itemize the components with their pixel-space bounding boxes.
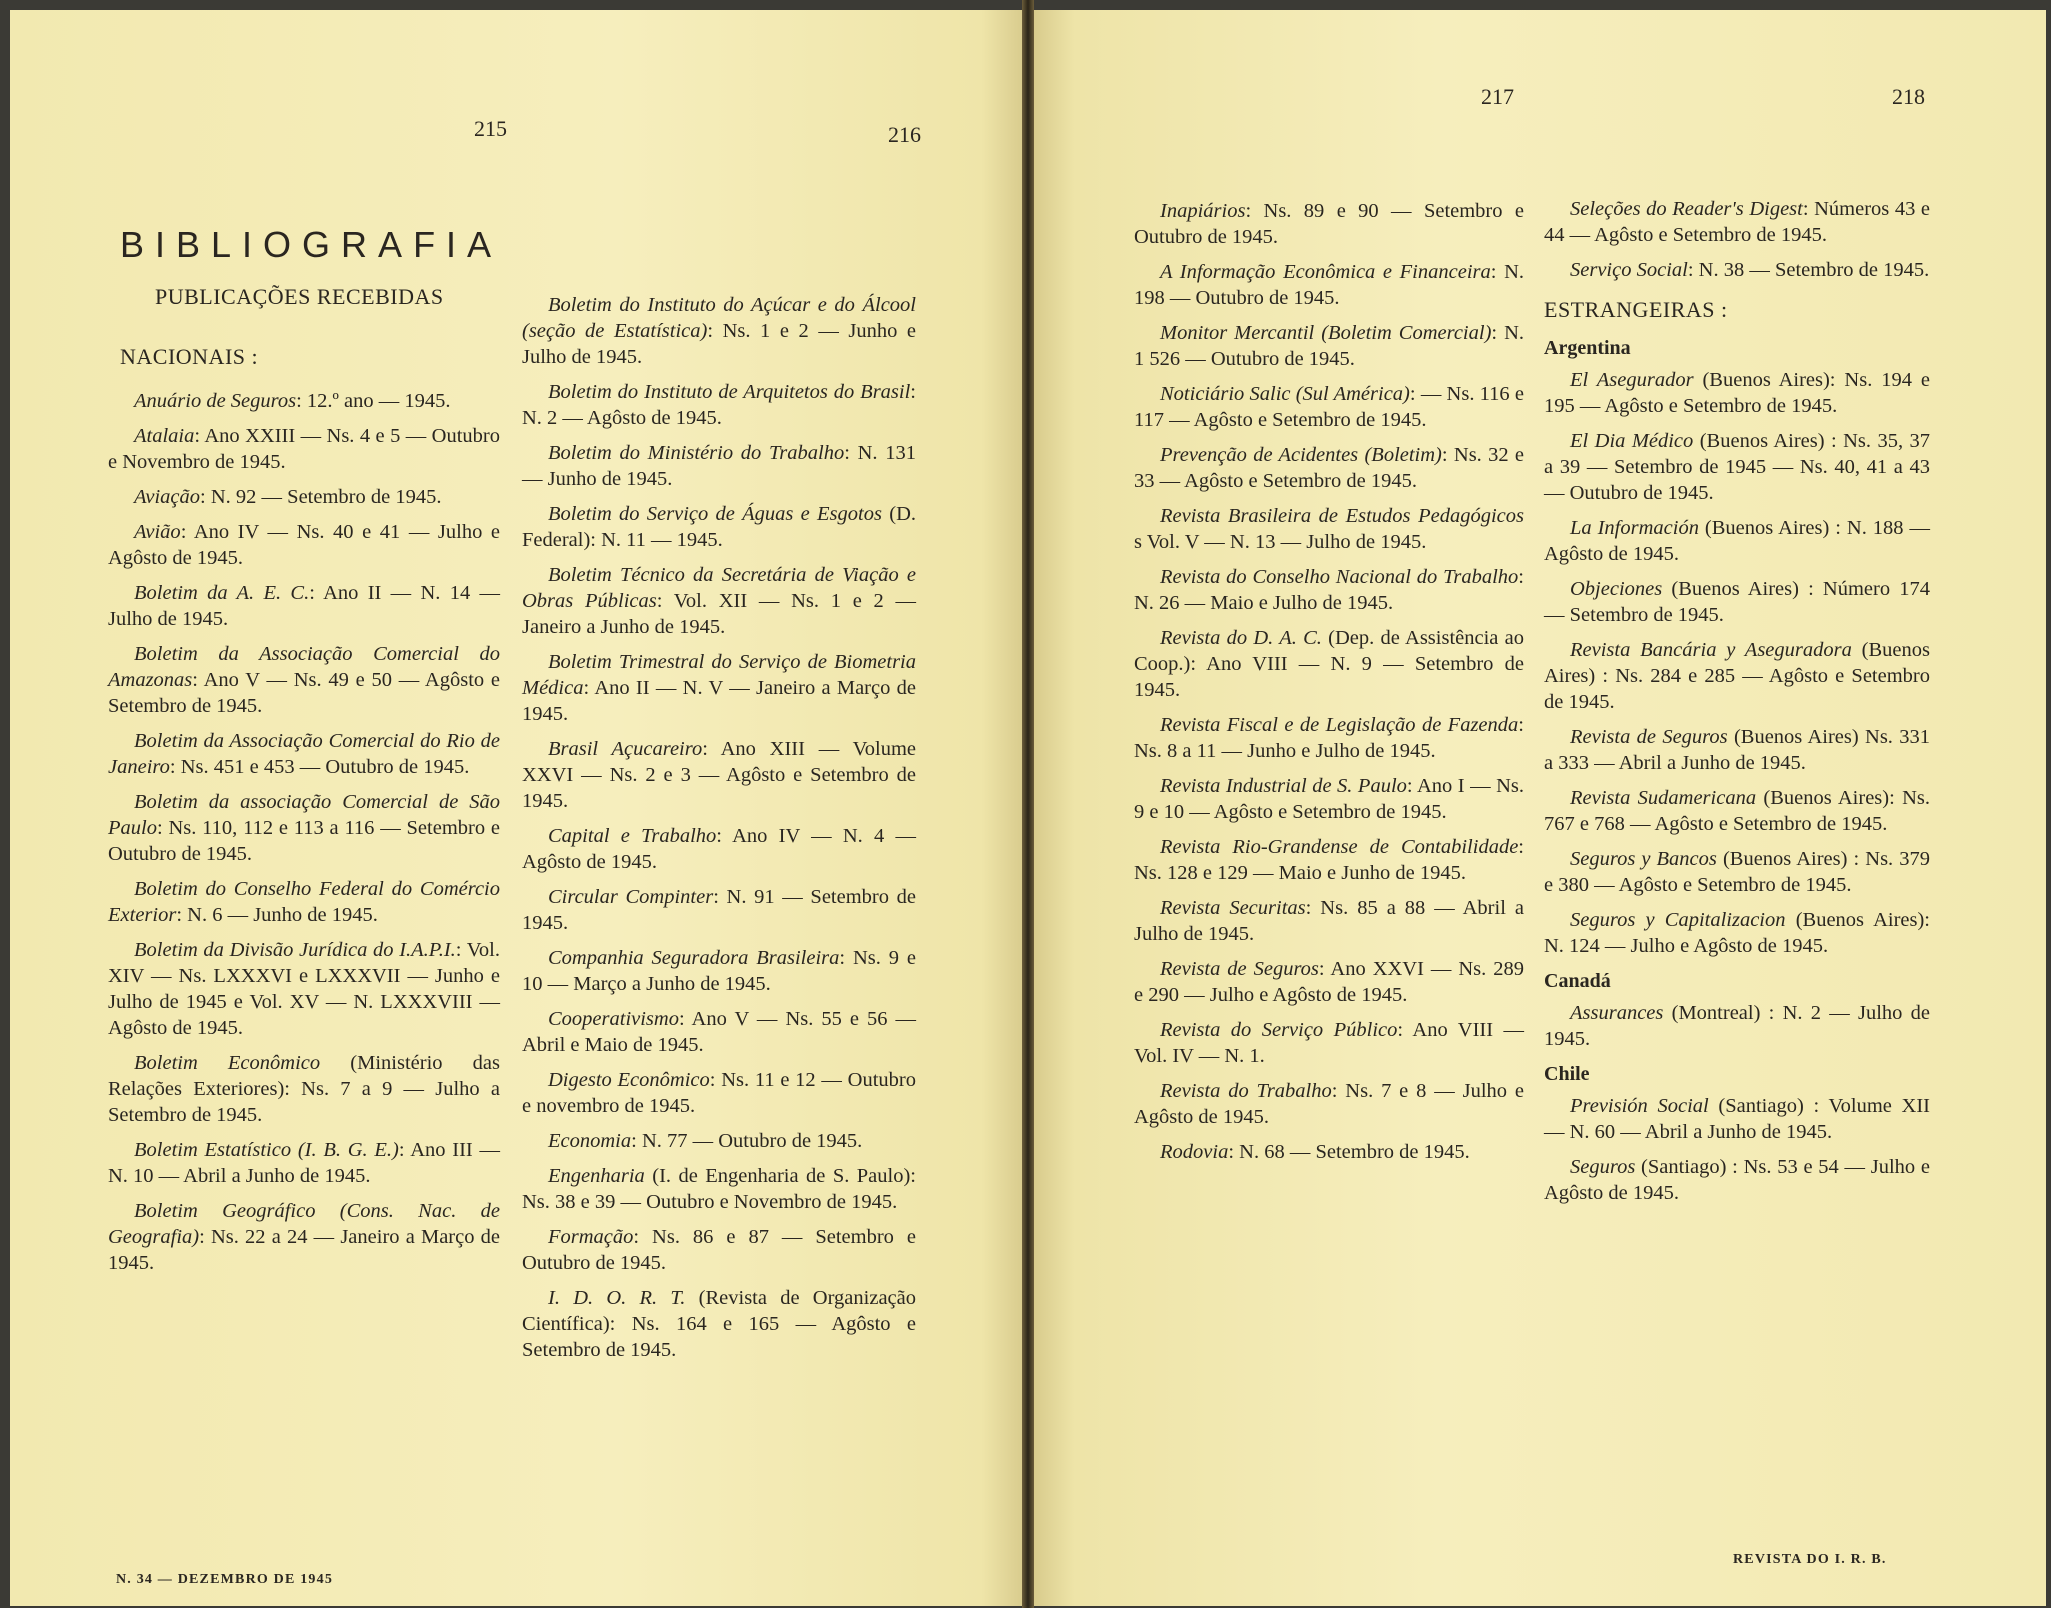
publication-details: : Ano IV — Ns. 40 e 41 — Julho e Agôsto de 1945. — [108, 521, 500, 569]
country-heading-argentina: Argentina — [1544, 337, 1631, 359]
bibliography-entry — [1544, 1093, 1930, 1145]
bibliography-entry — [108, 519, 500, 571]
bibliography-entry — [1544, 257, 1930, 283]
publication-title: Brasil Açucareiro — [548, 738, 703, 760]
publication-details: : Ns. 32 e 33 — Agôsto e Setembro de 1945. — [1134, 444, 1525, 492]
bibliography-entry — [1134, 1017, 1524, 1069]
publication-title: Seguros y Capitalizacion — [1570, 909, 1786, 931]
bibliography-entry — [1544, 907, 1930, 959]
publication-title: Prevenção de Acidentes (Boletim) — [1160, 444, 1442, 466]
bibliography-entry — [522, 440, 916, 492]
bibliography-entry — [1134, 198, 1524, 250]
bibliography-entry — [108, 388, 500, 414]
bibliography-entry — [1544, 576, 1930, 628]
publication-details: (Buenos Aires) Ns. 331 a 333 — Abril a Junho de 1945. — [1544, 726, 1930, 774]
publication-title: Revista Industrial de S. Paulo — [1160, 775, 1407, 797]
publication-details: (Montreal) : N. 2 — Julho de 1945. — [1544, 1002, 1930, 1050]
publication-title: Serviço Social — [1570, 259, 1688, 281]
publication-details: : N. 77 — Outubro de 1945. — [631, 1130, 863, 1152]
bibliography-entry — [108, 423, 500, 475]
publication-title: Inapiários — [1160, 200, 1246, 222]
publication-title: Boletim da Associação Comercial do Amazonas — [108, 643, 500, 691]
publication-details: : Ano XIII — Volume XXVI — Ns. 2 e 3 — Agôsto e Setembro de 1945. — [522, 738, 917, 812]
publication-title: Revista do Trabalho — [1160, 1080, 1332, 1102]
country-heading-canada: Canadá — [1544, 970, 1611, 992]
publication-details: (D. Federal): N. 11 — 1945. — [522, 503, 916, 551]
bibliography-entry — [522, 1163, 916, 1215]
publication-title: Revista Sudamericana — [1570, 787, 1757, 809]
publication-title: Revista do D. A. C. — [1160, 627, 1322, 649]
publication-title: Revista Bancária y Aseguradora — [1570, 639, 1852, 661]
publication-details: (Buenos Aires): Ns. 767 e 768 — Agôsto e Setembro de 1945. — [1544, 787, 1931, 835]
column-2 — [522, 292, 916, 1372]
publication-title: A Informação Econômica e Financeira — [1160, 261, 1491, 283]
publication-details: : N. 92 — Setembro de 1945. — [200, 486, 442, 508]
publication-title: Revista de Seguros — [1160, 958, 1319, 980]
bibliography-entry — [522, 1128, 916, 1154]
publication-details: : Ano XXVI — Ns. 289 e 290 — Julho e Agôsto de 1945. — [1134, 958, 1524, 1006]
publication-details: : Ns. 85 a 88 — Abril a Julho de 1945. — [1134, 897, 1524, 945]
bibliography-entry — [1544, 1000, 1930, 1052]
bibliography-entry — [108, 789, 500, 867]
publication-details: : Ns. 89 e 90 — Setembro e Outubro de 1945. — [1134, 200, 1524, 248]
bibliography-entry — [522, 1067, 916, 1119]
publication-details: (Buenos Aires) : Número 174 — Setembro de 1945. — [1544, 578, 1930, 626]
column-1 — [108, 388, 500, 1285]
bibliography-entry — [1544, 846, 1930, 898]
publication-details: (Dep. de Assistência ao Coop.): Ano VIII — N. 9 — Setembro de 1945. — [1134, 627, 1525, 701]
book-gutter — [1022, 0, 1034, 1608]
publication-details: : Vol. XII — Ns. 1 e 2 — Janeiro a Junho de 1945. — [522, 590, 916, 638]
bibliography-entry — [108, 1198, 500, 1276]
bibliography-entry — [108, 937, 500, 1041]
publication-title: Boletim Estatístico (I. B. G. E.) — [134, 1139, 399, 1161]
bibliography-entry — [522, 501, 916, 553]
publication-title: Boletim Técnico da Secretária de Viação e Obras Públicas — [522, 564, 916, 612]
publication-details: s Vol. V — N. 13 — Julho de 1945. — [1134, 531, 1427, 553]
publication-details: : Ano XXIII — Ns. 4 e 5 — Outubro e Novembro de 1945. — [108, 425, 500, 473]
publication-details: : N. 131 — Junho de 1945. — [522, 442, 916, 490]
publication-title: Boletim da Divisão Jurídica do I.A.P.I. — [134, 939, 456, 961]
publication-details: : Ns. 1 e 2 — Junho e Julho de 1945. — [522, 320, 916, 368]
publication-title: Assurances — [1570, 1002, 1664, 1024]
bibliography-entry — [522, 823, 916, 875]
bibliography-entry — [1544, 515, 1930, 567]
bibliography-entry — [1134, 442, 1524, 494]
bibliography-entry — [522, 736, 916, 814]
bibliography-entry — [522, 884, 916, 936]
publication-title: Boletim da Associação Comercial do Rio de Janeiro — [108, 730, 500, 778]
publication-title: Capital e Trabalho — [548, 825, 717, 847]
bibliography-entry — [1544, 724, 1930, 776]
publication-details: : Ns. 8 a 11 — Junho e Julho de 1945. — [1134, 714, 1524, 762]
publication-details: (Buenos Aires) : Ns. 379 e 380 — Agôsto e Setembro de 1945. — [1544, 848, 1931, 896]
publication-title: Avião — [134, 521, 181, 543]
publication-details: : 12.º ano — 1945. — [296, 390, 451, 412]
publication-title: Companhia Seguradora Brasileira — [548, 947, 840, 969]
publication-title: Aviação — [134, 486, 201, 508]
publication-details: : Vol. XIV — Ns. LXXXVI e LXXXVII — Junho e Julho de 1945 e Vol. XV — N. LXXXVIII — Agôsto de 1945. — [108, 939, 500, 1039]
publication-details: (Buenos Aires) : N. 188 — Agôsto de 1945. — [1544, 517, 1931, 565]
publication-title: Rodovia — [1160, 1141, 1229, 1163]
publication-details: (Buenos Aires): N. 124 — Julho e Agôsto de 1945. — [1544, 909, 1930, 957]
publication-details: : Ano V — Ns. 49 e 50 — Agôsto e Setembro de 1945. — [108, 669, 500, 717]
publication-title: Boletim da A. E. C. — [134, 582, 310, 604]
bibliography-entry — [108, 641, 500, 719]
page-number-216: 216 — [888, 122, 921, 147]
publication-details: : N. 38 — Setembro de 1945. — [1687, 259, 1930, 281]
bibliography-entry — [1544, 428, 1930, 506]
publication-title: Boletim do Instituto do Açúcar e do Álcool (seção de Estatística) — [522, 294, 916, 342]
publication-title: Objeciones — [1570, 578, 1663, 600]
page-number-218: 218 — [1892, 84, 1925, 109]
publication-details: : Ano II — N. 14 — Julho de 1945. — [108, 582, 500, 630]
publication-details: : N. 68 — Setembro de 1945. — [1228, 1141, 1470, 1163]
footer-issue: N. 34 — DEZEMBRO DE 1945 — [116, 1572, 334, 1587]
bibliography-entry — [108, 876, 500, 928]
bibliography-entry — [108, 580, 500, 632]
publication-details: : Ano V — Ns. 55 e 56 — Abril e Maio de 1945. — [522, 1008, 916, 1056]
footer-journal: REVISTA DO I. R. B. — [1733, 1552, 1887, 1567]
publication-title: Monitor Mercantil (Boletim Comercial) — [1160, 322, 1492, 344]
publication-details: (Revista de Organização Científica): Ns. 164 e 165 — Agôsto e Setembro de 1945. — [522, 1287, 916, 1361]
publication-title: Economia — [548, 1130, 632, 1152]
bibliography-entry — [1134, 625, 1524, 703]
section-subtitle: PUBLICAÇÕES RECEBIDAS — [155, 284, 444, 309]
publication-details: : N. 1 526 — Outubro de 1945. — [1134, 322, 1525, 370]
publication-title: I. D. O. R. T. — [548, 1287, 686, 1309]
bibliography-entry — [522, 945, 916, 997]
publication-title: Circular Compinter — [548, 886, 714, 908]
publication-title: Revista Brasileira de Estudos Pedagógicos — [1160, 505, 1524, 527]
publication-details: : Ns. 7 e 8 — Julho e Agôsto de 1945. — [1134, 1080, 1524, 1128]
publication-details: : Ns. 451 e 453 — Outubro de 1945. — [169, 756, 470, 778]
publication-details: : N. 198 — Outubro de 1945. — [1134, 261, 1525, 309]
publication-title: Boletim Geográfico (Cons. Nac. de Geografia) — [108, 1200, 500, 1248]
publication-details: : Ns. 110, 112 e 113 a 116 — Setembro e Outubro de 1945. — [108, 817, 500, 865]
publication-title: Revista de Seguros — [1570, 726, 1728, 748]
bibliography-entry — [522, 292, 916, 370]
publication-details: : Ano I — Ns. 9 e 10 — Agôsto e Setembro de 1945. — [1134, 775, 1525, 823]
bibliography-entry — [1134, 1078, 1524, 1130]
publication-title: Seleções do Reader's Digest — [1570, 198, 1803, 220]
country-heading-chile: Chile — [1544, 1063, 1590, 1085]
publication-details: (Santiago) : Volume XII — N. 60 — Abril a Junho de 1945. — [1544, 1095, 1931, 1143]
publication-title: Boletim Trimestral do Serviço de Biometria Médica — [522, 651, 916, 699]
publication-title: Revista Fiscal e de Legislação de Fazenda — [1160, 714, 1519, 736]
page-title: BIBLIOGRAFIA — [120, 224, 503, 265]
publication-details: : Ns. 9 e 10 — Março a Junho de 1945. — [522, 947, 916, 995]
bibliography-entry — [1544, 1154, 1930, 1206]
publication-title: Atalaia — [134, 425, 195, 447]
bibliography-entry — [1544, 196, 1930, 248]
publication-details: : Números 43 e 44 — Agôsto e Setembro de 1945. — [1544, 198, 1931, 246]
publication-details: (Buenos Aires) : Ns. 284 e 285 — Agôsto e Setembro de 1945. — [1544, 639, 1930, 713]
bibliography-entry — [1134, 503, 1524, 555]
bibliography-entry — [522, 1224, 916, 1276]
publication-title: Boletim Econômico — [134, 1052, 321, 1074]
bibliography-entry — [522, 1006, 916, 1058]
publication-details: : N. 26 — Maio e Julho de 1945. — [1134, 566, 1524, 614]
publication-details: (Santiago) : Ns. 53 e 54 — Julho e Agôsto de 1945. — [1544, 1156, 1930, 1204]
publication-details: : N. 2 — Agôsto de 1945. — [522, 381, 916, 429]
publication-title: La Información — [1570, 517, 1699, 539]
bibliography-entry — [1134, 895, 1524, 947]
publication-title: Engenharia — [548, 1165, 645, 1187]
publication-title: Boletim do Serviço de Águas e Esgotos — [548, 503, 882, 525]
bibliography-entry — [522, 649, 916, 727]
publication-title: Boletim do Ministério do Trabalho — [548, 442, 845, 464]
publication-title: Previsión Social — [1570, 1095, 1709, 1117]
publication-details: : N. 6 — Junho de 1945. — [176, 904, 378, 926]
publication-details: : Ano III — N. 10 — Abril a Junho de 1945. — [108, 1139, 500, 1187]
column-4 — [1544, 196, 1930, 1215]
publication-title: Boletim do Conselho Federal do Comércio Exterior — [108, 878, 500, 926]
bibliography-entry — [108, 1137, 500, 1189]
publication-details: (Buenos Aires): Ns. 194 e 195 — Agôsto e Setembro de 1945. — [1544, 369, 1930, 417]
bibliography-entry — [1134, 712, 1524, 764]
estrangeiras-heading: ESTRANGEIRAS : — [1544, 297, 1728, 322]
column-3 — [1134, 198, 1524, 1174]
publication-title: Revista do Conselho Nacional do Trabalho — [1160, 566, 1519, 588]
bibliography-entry — [1134, 1139, 1524, 1165]
bibliography-entry — [1544, 785, 1930, 837]
bibliography-entry — [1134, 381, 1524, 433]
bibliography-entry — [1134, 320, 1524, 372]
nacionais-heading: NACIONAIS : — [120, 344, 259, 369]
bibliography-entry — [1134, 259, 1524, 311]
publication-title: Boletim do Instituto de Arquitetos do Brasil — [548, 381, 911, 403]
publication-details: : Ns. 86 e 87 — Setembro e Outubro de 1945. — [522, 1226, 916, 1274]
bibliography-entry — [522, 562, 916, 640]
publication-details: : — Ns. 116 e 117 — Agôsto e Setembro de 1945. — [1134, 383, 1524, 431]
publication-details: : Ano IV — N. 4 — Agôsto de 1945. — [522, 825, 916, 873]
publication-title: Revista Securitas — [1160, 897, 1306, 919]
publication-details: : Ano VIII — Vol. IV — N. 1. — [1134, 1019, 1524, 1067]
publication-title: El Dia Médico — [1570, 430, 1694, 452]
bibliography-entry — [1544, 637, 1930, 715]
bibliography-entry — [1134, 956, 1524, 1008]
bibliography-entry — [1134, 773, 1524, 825]
page-number-215: 215 — [474, 116, 507, 141]
bibliography-entry — [108, 1050, 500, 1128]
publication-details: (Ministério das Relações Exteriores): Ns. 7 a 9 — Julho a Setembro de 1945. — [108, 1052, 500, 1126]
bibliography-entry — [108, 484, 500, 510]
bibliography-entry — [1544, 367, 1930, 419]
publication-title: Noticiário Salic (Sul América) — [1160, 383, 1410, 405]
publication-title: Digesto Econômico — [548, 1069, 710, 1091]
publication-details: (I. de Engenharia de S. Paulo): Ns. 38 e 39 — Outubro e Novembro de 1945. — [522, 1165, 916, 1213]
publication-details: : N. 91 — Setembro de 1945. — [522, 886, 916, 934]
publication-details: (Buenos Aires) : Ns. 35, 37 a 39 — Setembro de 1945 — Ns. 40, 41 a 43 — Outubro de 1945. — [1544, 430, 1930, 504]
publication-details: : Ns. 128 e 129 — Maio e Junho de 1945. — [1134, 836, 1524, 884]
publication-title: Seguros — [1570, 1156, 1636, 1178]
publication-title: Cooperativismo — [548, 1008, 679, 1030]
publication-details: : Ano II — N. V — Janeiro a Março de 1945. — [522, 677, 916, 725]
bibliography-entry — [1134, 834, 1524, 886]
publication-title: Revista do Serviço Público — [1160, 1019, 1398, 1041]
publication-title: El Asegurador — [1570, 369, 1694, 391]
page-number-217: 217 — [1481, 84, 1514, 109]
bibliography-entry — [108, 728, 500, 780]
publication-title: Formação — [548, 1226, 634, 1248]
publication-details: : Ns. 11 e 12 — Outubro e novembro de 1945. — [522, 1069, 916, 1117]
publication-details: : Ns. 22 a 24 — Janeiro a Março de 1945. — [108, 1226, 500, 1274]
publication-title: Anuário de Seguros — [134, 390, 297, 412]
publication-title: Revista Rio-Grandense de Contabilidade — [1160, 836, 1519, 858]
bibliography-entry — [522, 1285, 916, 1363]
bibliography-entry — [1134, 564, 1524, 616]
publication-title: Boletim da associação Comercial de São Paulo — [108, 791, 500, 839]
publication-title: Seguros y Bancos — [1570, 848, 1717, 870]
bibliography-entry — [522, 379, 916, 431]
